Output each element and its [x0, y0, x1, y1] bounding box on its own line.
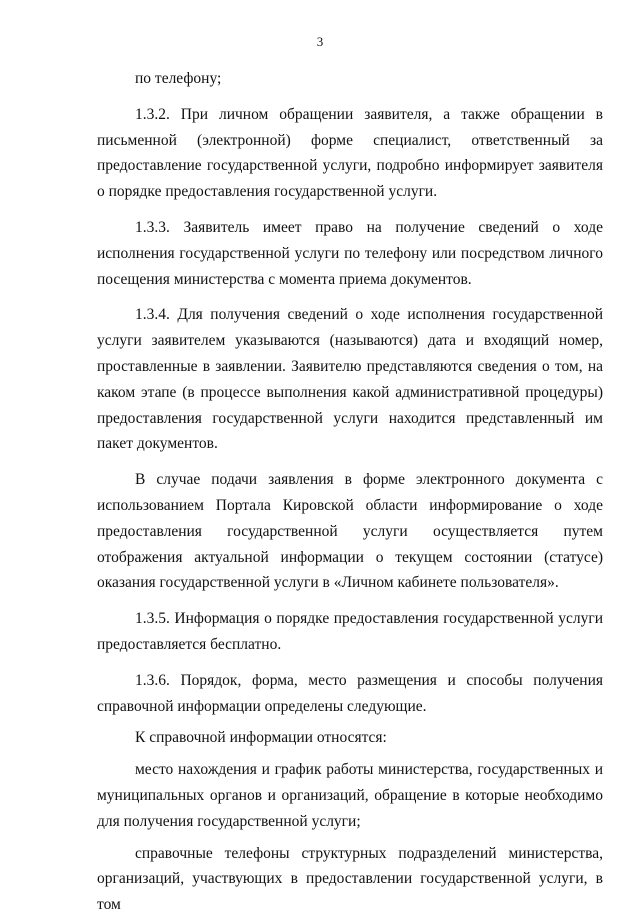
paragraph-reference-info-heading: К справочной информации относятся: [135, 729, 387, 747]
paragraph-1-3-3: 1.3.3. Заявитель имеет право на получение сведений о ходе исполнения государственной услуги по телефону или посредством личного посещения министерства с момента приема документов. [97, 218, 603, 288]
document-body [97, 66, 603, 918]
paragraph-1-3-4: 1.3.4. Для получения сведений о ходе исполнения государственной услуги заявителем указываются (называются) дата и входящий номер, проставленные в заявлении. Заявителю представляются сведения о том, на каком этапе (в процессе выполнения какой административной процедуры) предоставления государственной услуги находится представленный им пакет документов. [97, 306, 603, 453]
page-number: 3 [316, 34, 324, 49]
paragraph-1-3-6: 1.3.6. Порядок, форма, место размещения и способы получения справочной информации определены следующие. [97, 671, 603, 715]
paragraph-location-schedule: место нахождения и график работы министерства, государственных и муниципальных органов и организаций, обращение в которые необходимо для получения государственной услуги; [97, 761, 603, 830]
paragraph-continuation: по телефону; [135, 70, 222, 87]
paragraph-electronic-submission: В случае подачи заявления в форме электронного документа с использованием Портала Кировской области информирование о ходе предоставления государственной услуги осуществляется путем отображения актуальной информации о текущем состоянии (статусе) оказания государственной услуги в «Личном кабинете пользователя». [97, 471, 603, 592]
paragraph-reference-phones: справочные телефоны структурных подразделений министерства, организаций, участвующих в предоставлении государственной услуги, в том [97, 844, 603, 914]
paragraph-1-3-2: 1.3.2. При личном обращении заявителя, а также обращении в письменной (электронной) форме специалист, ответственный за предоставление государственной услуги, подробно информирует заявителя о порядке предоставления государственной услуги. [97, 105, 603, 201]
paragraph-1-3-5: 1.3.5. Информация о порядке предоставления государственной услуги предоставляется бесплатно. [97, 610, 603, 653]
